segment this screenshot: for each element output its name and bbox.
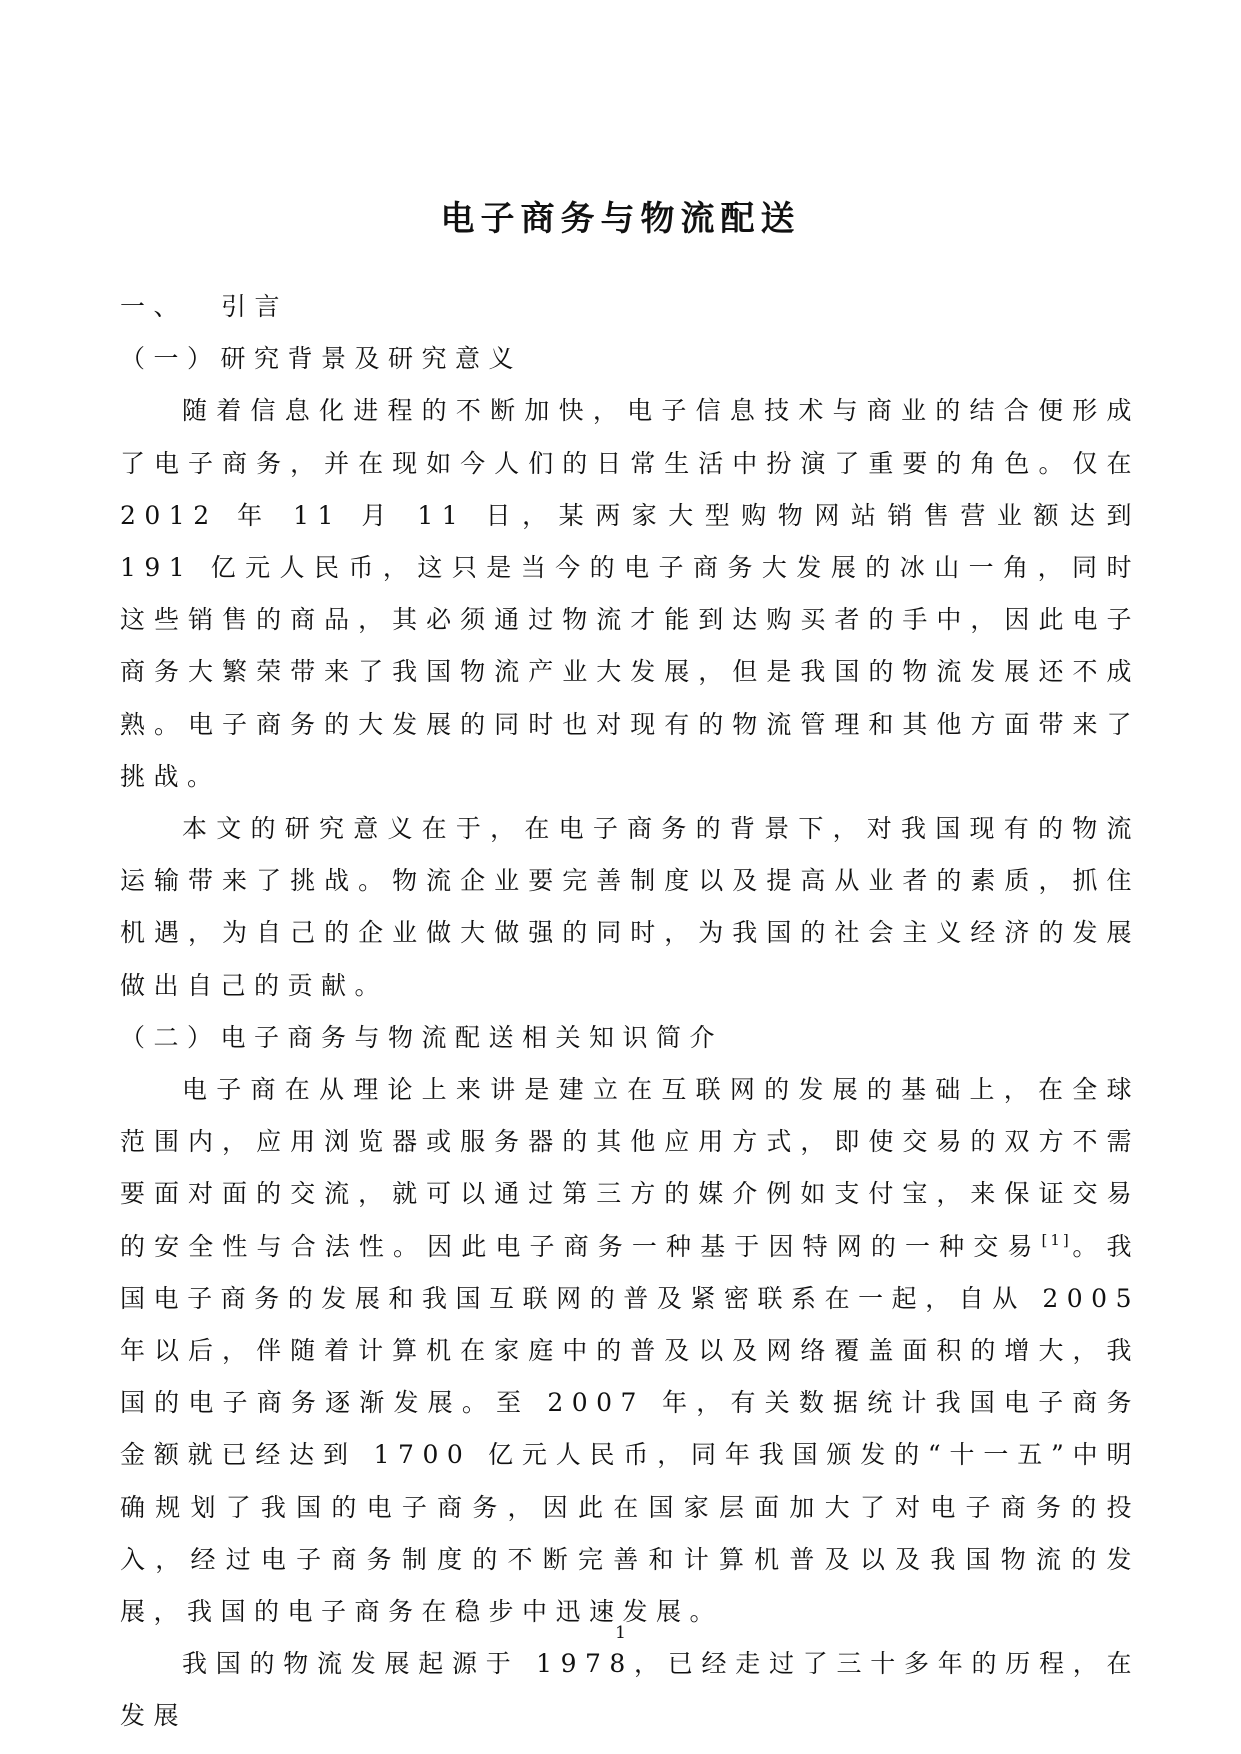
document-title: 电子商务与物流配送 [440, 198, 801, 239]
paragraph-background: 随着信息化进程的不断加快，电子信息技术与商业的结合便形成了电子商务，并在现如今人们的日常生活中扮演了重要的角色。仅在 2012 年 11 月 11 日，某两家大型购物网站销售营业额达到 191 亿元人民币，这只是当今的电子商务大发展的冰山一角，同时这些销售的商品，其必须通过物流才能到达购买者的手中，因此电子商务大繁荣带来了我国物流产业大发展，但是我国的物流发展还不成熟。电子商务的大发展的同时也对现有的物流管理和其他方面带来了挑战。 [120, 396, 1140, 791]
section-number: 一、 [120, 292, 188, 321]
paragraph-text: 电子商在从理论上来讲是建立在互联网的发展的基础上，在全球范围内，应用浏览器或服务器的其他应用方式，即使交易的双方不需要面对面的交流，就可以通过第三方的媒介例如支付宝，来保证交易的安全性与合法性。因此电子商务一种基于因特网的一种交易 [120, 1075, 1140, 1261]
section-title: 引言 [221, 292, 289, 321]
document-body [120, 281, 1140, 1743]
paragraph-text: 。我国电子商务的发展和我国互联网的普及紧密联系在一起，自从 2005 年以后，伴随着计算机在家庭中的普及以及网络覆盖面积的增大，我国的电子商务逐渐发展。至 2007 年，有关数据统计我国电子商务金额就已经达到 1700 亿元人民币，同年我国颁发的“十一五”中明确规划了我国的电子商务，因此在国家层面加大了对电子商务的投入，经过电子商务制度的不断完善和计算机普及以及我国物流的发展，我国的电子商务在稳步中迅速发展。 [120, 1231, 1140, 1627]
subsection-heading-background: （一）研究背景及研究意义 [120, 344, 523, 374]
subsection-heading-knowledge: （二）电子商务与物流配送相关知识简介 [120, 1022, 724, 1052]
paragraph-logistics-history: 我国的物流发展起源于 1978，已经走过了三十多年的历程，在发展 [120, 1649, 1140, 1731]
paragraph-significance: 本文的研究意义在于，在电子商务的背景下，对我国现有的物流运输带来了挑战。物流企业要完善制度以及提高从业者的素质，抓住机遇，为自己的企业做大做强的同时，为我国的社会主义经济的发展做出自己的贡献。 [120, 814, 1140, 1000]
paragraph-ecommerce-definition [120, 1064, 1140, 1638]
citation-reference: [1] [1041, 1230, 1072, 1249]
page-number: 1 [615, 1623, 626, 1643]
section-heading-introduction [120, 281, 1140, 333]
